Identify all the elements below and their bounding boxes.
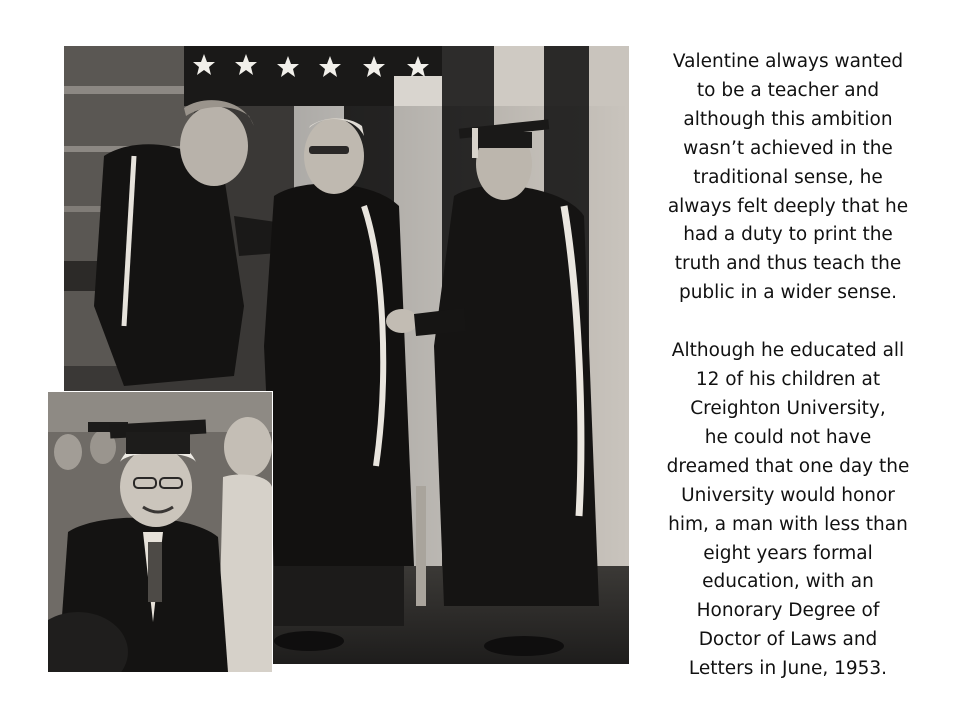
inset-candid-photo xyxy=(48,392,272,672)
inset-photo-illustration xyxy=(48,392,272,672)
caption-paragraph-teacher: Valentine always wanted to be a teacher and although this ambition wasn’t achieved in the traditional sense, he always felt deeply that he had a duty to print the truth and thus teach the public in a wider sense. xyxy=(667,51,909,304)
caption-paragraph-honorary-degree: Although he educated all 12 of his children at Creighton University, he could not have dreamed that one day the University would honor him, a man with less than eight years formal education, with an Honorary Degree of Doctor of Laws and Letters in June, 1953. xyxy=(666,340,910,680)
caption-text xyxy=(650,48,926,684)
